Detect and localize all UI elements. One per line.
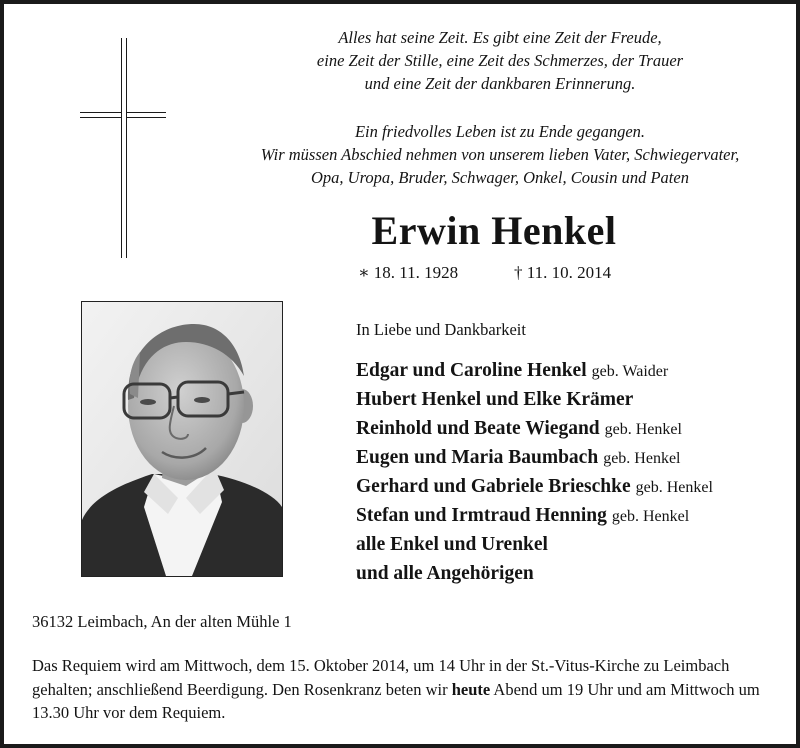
quote-line: Wir müssen Abschied nehmen von unserem lieben Vater, Schwiegervater, [260,145,740,164]
mourners-list [356,356,713,588]
maiden-name: geb. Henkel [604,421,682,438]
quote-line: Opa, Uropa, Bruder, Schwager, Onkel, Cousin und Paten [311,168,689,187]
requiem-emphasis: heute [451,679,491,699]
quote-line: Ein friedvolles Leben ist zu Ende gegangen. [354,122,646,141]
maiden-name: geb. Waider [591,363,669,380]
mourner-name: Stefan und Irmtraud Henning [356,505,607,526]
requiem-text: Abend um 19 Uhr und am Mittwoch um 13.30 Uhr vor dem Requiem. [32,679,760,722]
mourner-row [356,356,713,385]
mourner-row [356,559,713,588]
maiden-name: geb. Henkel [603,450,681,467]
mourner-name: Reinhold und Beate Wiegand [356,418,600,439]
requiem-text: Das Requiem wird am Mittwoch, dem 15. Oktober 2014, um 14 Uhr in der St.-Vitus-Kirche zu Leimbach gehalten; anschließend Beerdigung. Den Rosenkranz beten wir [32,656,730,699]
maiden-name: geb. Henkel [635,479,713,496]
mourner-name: Hubert Henkel und Elke Krämer [356,389,634,410]
quote-line: Alles hat seine Zeit. Es gibt eine Zeit der Freude, [338,28,662,47]
memorial-quote [218,26,782,189]
death-date: † 11. 10. 2014 [514,263,612,282]
family-address: 36132 Leimbach, An der alten Mühle 1 [32,612,292,631]
cross-icon [80,38,168,260]
mourner-row [356,501,713,530]
quote-line: eine Zeit der Stille, eine Zeit des Schmerzes, der Trauer [316,51,684,70]
mourner-row [356,443,713,472]
mourner-row [356,472,713,501]
birth-date: ∗ 18. 11. 1928 [358,263,459,282]
mourner-row [356,385,713,414]
mourner-name: Edgar und Caroline Henkel [356,360,587,381]
maiden-name: geb. Henkel [611,508,690,525]
mourner-name: Gerhard und Gabriele Brieschke [356,476,631,497]
mourner-name: Eugen und Maria Baumbach [356,447,599,468]
requiem-notice [32,654,777,725]
quote-line: und eine Zeit der dankbaren Erinnerung. [364,74,636,93]
mourner-row [356,414,713,443]
portrait-photo [81,301,283,577]
mourner-name: alle Enkel und Urenkel [356,534,548,555]
intro-line: In Liebe und Dankbarkeit [356,320,526,339]
mourner-row [356,530,713,559]
deceased-name: Erwin Henkel [371,208,617,253]
mourner-name: und alle Angehörigen [356,563,534,584]
